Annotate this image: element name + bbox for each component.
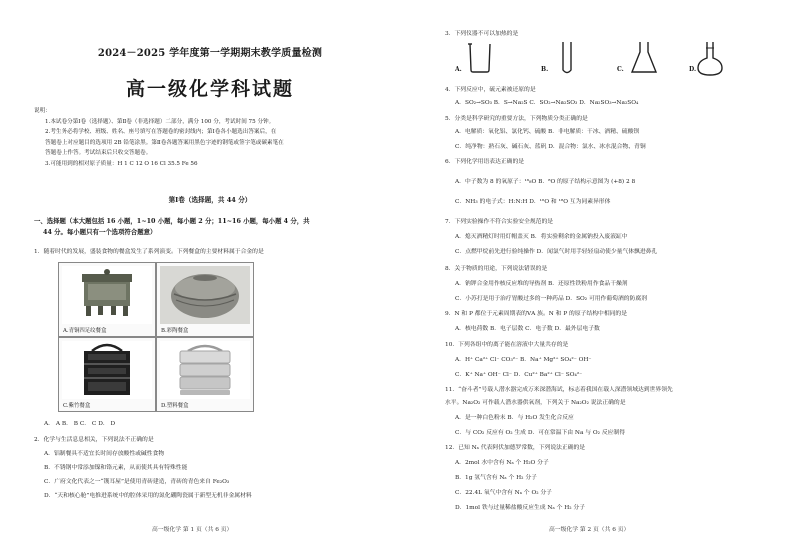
question-8-option: A．钠钾合金用作核反应堆的导热剂 B．还原性铁粉用作食品干燥剂 <box>455 281 628 287</box>
question-2-option: B．不锈钢中常添加镍和铬元素，从而使其具有特殊性能 <box>44 465 188 471</box>
question-11-stem: 11．“奋斗者”号载人潜水器完成万米深潜海试，标志着我国在载人深潜领域达到世界领先 <box>445 387 673 393</box>
question-10-stem: 10．下列各组中的离子能在溶液中大量共存的是 <box>445 342 569 348</box>
question-6-option: A．中子数为 8 的氧原子：¹⁶₈O B．⁸O 的原子结构示意图为 (+8) 2 8 <box>455 179 636 185</box>
question-3-stem: 3．下列仪器不可以加热的是 <box>445 31 519 37</box>
option-d-caption: D.塑料餐盒 <box>161 403 189 409</box>
page-2 <box>397 0 794 549</box>
question-8-option: C．小苏打是用于治疗胃酸过多的一种药品 D．SO₂ 可用作葡萄酒的防腐剂 <box>455 296 647 302</box>
question-6-option: C．NH₃ 的电子式：H:N:H D．¹⁶O 和 ¹⁸O 互为同素异形体 <box>455 199 611 205</box>
part-one-heading: 第Ⅰ卷（选择题，共 44 分） <box>168 196 252 204</box>
question-5-option: A．电解质：氧化铝、氯化钙、硫酸 B．非电解质：干冰、酒精、硫酸钡 <box>455 129 640 135</box>
option-d-image <box>156 337 254 412</box>
instruction-line: 答题卷上作答。考试结束后只收交答题卷。 <box>45 150 152 156</box>
question-1-stem: 1．随着时代的发展，盛装食物的餐盒发生了系列演变。下列餐盒的主要材料属于合金的是 <box>34 249 264 255</box>
instructions-label: 说明： <box>34 108 51 114</box>
volumetric-flask-icon <box>697 40 723 76</box>
pottery-jar-icon <box>160 266 250 322</box>
plastic-box-icon <box>160 341 250 397</box>
question-2-stem: 2．化学与生活息息相关，下列说法不正确的是 <box>34 437 154 443</box>
option-b-image <box>156 262 254 337</box>
question-12-option: D．1mol 铁与过量稀盐酸反应生成 Nₐ 个 H₂ 分子 <box>455 505 586 511</box>
question-5-option: C．纯净物：熟石灰、碱石灰、蓝矾 D．混合物：氯水、冰水混合物、青铜 <box>455 144 646 150</box>
conical-flask-icon <box>629 40 659 76</box>
question-8-stem: 8．关于物质的用途，下列说法错误的是 <box>445 266 548 272</box>
question-7-option: C．点燃甲烷前先进行验纯操作 D．闻氯气时用手轻轻扇动使少量气体飘进鼻孔 <box>455 249 658 255</box>
option-b-caption: B.彩陶餐盒 <box>161 328 189 334</box>
question-4-stem: 4．下列反应中，硫元素被还原的是 <box>445 87 536 93</box>
test-tube-icon <box>560 40 574 76</box>
question-2-option: D．“天和核心舱”电推进系统中的腔体采用的氮化硼陶瓷属于新型无机非金属材料 <box>44 493 252 499</box>
section-heading <box>34 216 379 238</box>
section-heading-line: 一、选择题（本大题包括 16 小题，1~10 小题，每小题 2 分；11~16 小题，每小题 4 分，共 <box>34 217 310 225</box>
option-c-image <box>58 337 156 412</box>
instructions <box>34 106 379 169</box>
instruction-line: 3.可能用到的相对原子质量：H 1 C 12 O 16 Cl 35.5 Fe 56 <box>45 160 198 167</box>
option-a-label: A. <box>455 66 462 73</box>
question-12-option: A．2mol 水中含有 Nₐ 个 H₂O 分子 <box>455 460 549 466</box>
question-6-stem: 6．下列化学用语表达正确的是 <box>445 159 525 165</box>
question-10-option: C．K⁺ Na⁺ OH⁻ Cl⁻ D．Cu²⁺ Ba²⁺ Cl⁻ SO₄²⁻ <box>455 372 583 378</box>
question-1-images <box>58 262 254 412</box>
instruction-line: 1.本试卷分第Ⅰ卷（选择题）、第Ⅱ卷（非选择题）二部分，满分 100 分，考试时间 75 分钟。 <box>45 118 275 125</box>
question-2-option: A．铝制餐具不适宜长时间存放酸性或碱性食物 <box>44 451 165 457</box>
question-9-options: A．核电荷数 B．电子层数 C．电子数 D．最外层电子数 <box>455 326 600 332</box>
question-1-answer-options: A． A B． B C． C D． D <box>44 421 116 427</box>
question-12-option: C．22.4L 氧气中含有 Nₐ 个 O₂ 分子 <box>455 490 552 496</box>
question-11-option: C．与 CO₂ 反应有 O₂ 生成 D．可在常温下由 Na 与 O₂ 反应制得 <box>455 430 626 436</box>
instruction-line: 答题卷上对应题目的选项用 2B 铅笔涂黑。第Ⅱ卷各题答案用黑色字迹的钢笔或签字笔或碳素笔在 <box>45 139 284 146</box>
option-b-label: B. <box>541 66 549 73</box>
option-c-label: C. <box>617 66 624 73</box>
bamboo-box-icon <box>62 341 152 397</box>
question-12-option: B．1g 氢气含有 Nₐ 个 H₂ 分子 <box>455 475 537 481</box>
page-2-footer: 高一级化学 第 2 页（共 6 页） <box>549 527 630 533</box>
question-11-option: A．是一种白色粉末 B．与 H₂O 发生化合反应 <box>455 415 574 421</box>
question-10-option: A．H⁺ Ca²⁺ Cl⁻ CO₃²⁻ B．Na⁺ Mg²⁺ SO₄²⁻ OH⁻ <box>455 357 592 363</box>
instruction-line: 2.考生务必将学校、班级、姓名、座号填写在答题卷的密封线内；第Ⅰ卷各小题选出答案后，在 <box>45 129 277 135</box>
question-5-stem: 5．分类是科学研究的重要方法，下列物质分类正确的是 <box>445 116 588 122</box>
option-a-image <box>58 262 156 337</box>
page-1-footer: 高一级化学 第 1 页（共 6 页） <box>152 527 233 533</box>
exam-title: 高一级化学科试题 <box>125 78 294 100</box>
question-4-options: A．SO₂→SO₃ B．S→Na₂S C．SO₂→Na₂SO₃ D．Na₂SO₃→Na₂SO₄ <box>455 100 639 106</box>
bronze-box-icon <box>62 266 152 322</box>
option-d-label: D. <box>689 66 697 73</box>
question-7-stem: 7．下列实验操作不符合实验安全规范的是 <box>445 219 554 225</box>
option-a-caption: A.青铜四足纹餐盒 <box>63 328 107 334</box>
question-12-stem: 12．已知 Nₐ 代表阿伏加德罗常数，下列说法正确的是 <box>445 445 586 451</box>
section-heading-line: 44 分。每小题只有一个选项符合题意） <box>43 228 157 236</box>
exam-subtitle: 2024－2025 学年度第一学期期末教学质量检测 <box>97 48 323 59</box>
question-7-option: A．熄灭酒精灯时用灯帽盖灭 B．将实验剩余的金属钠投入废液缸中 <box>455 234 628 240</box>
beaker-icon <box>467 40 493 76</box>
question-9-stem: 9．N 和 P 都位于元素周期表的ⅤA 族。N 和 P 的原子结构中相同的是 <box>445 311 628 317</box>
question-2-option: C．广府文化代表之一“镬耳屋”是使用青砖建造，青砖的青色来自 Fe₂O₃ <box>44 479 230 485</box>
option-c-caption: C.紫竹餐盒 <box>63 403 91 409</box>
question-11-stem-continued: 水平。Na₂O₂ 可作载人潜水器供氧剂，下列关于 Na₂O₂ 说法正确的是 <box>445 400 626 406</box>
